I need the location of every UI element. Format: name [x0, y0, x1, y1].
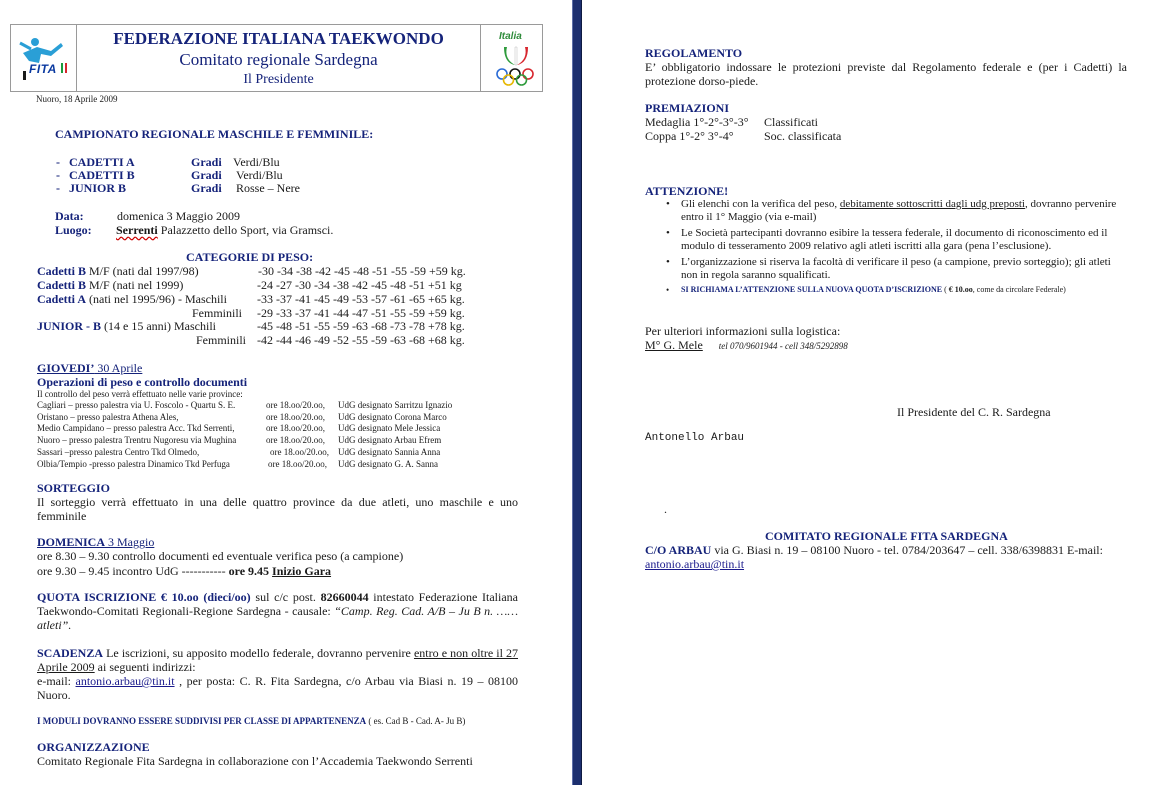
weighing-time: ore 18.oo/20.oo,: [266, 435, 325, 445]
sunday-line-2: [37, 564, 331, 578]
signature-title: Il Presidente del C. R. Sardegna: [897, 405, 1051, 419]
italian-flag-mark: [61, 63, 67, 73]
modules-note: [37, 716, 465, 727]
modules-note-main: I MODULI DOVRANNO ESSERE SUDDIVISI PER CLASSE DI APPARTENENZA: [37, 716, 367, 726]
class-belts: Verdi/Blu: [236, 168, 283, 182]
attention-item: Le Società partecipanti dovranno esibire la tessera federale, il documento di riconoscimento ed il modulo di tesseramento 2009 relativo agli atleti iscritti alla gara (pena l’esclusione).: [681, 227, 1108, 252]
rules-text: E’ obbligatorio indossare le protezioni previste dal Regolamento federale e (per i Cadetti) la protezione dorso-piede.: [645, 60, 1127, 88]
class-item: - JUNIOR B: [56, 181, 127, 195]
weighing-place: Oristano – presso palestra Athena Ales,: [37, 412, 179, 422]
italia-logo-text: Italia: [499, 31, 522, 42]
weight-desc: M/F (nati nel 1999): [86, 278, 184, 292]
place-label: Luogo:: [55, 223, 92, 237]
document-date: Nuoro, 18 Aprile 2009: [36, 94, 118, 104]
footer-address: via G. Biasi n. 19 – 08100 Nuoro - tel. 0784/203647 – cell. 338/6398831 E-mail:: [711, 543, 1103, 557]
deadline-label: SCADENZA: [37, 646, 104, 660]
date-label: Data:: [55, 209, 84, 223]
weight-row: [37, 319, 216, 333]
attention-fee-note-main: SI RICHIAMA L’ATTENZIONE SULLA NUOVA QUOTA D’ISCRIZIONE: [681, 285, 943, 294]
class-name: CADETTI A: [69, 155, 135, 169]
sunday-day: DOMENICA: [37, 535, 105, 549]
italia-olympic-logo: [491, 29, 541, 89]
weight-values: -30 -34 -38 -42 -45 -48 -51 -55 -59 +59 kg.: [258, 264, 466, 278]
awards-right: Soc. classificata: [764, 129, 842, 143]
attention-heading: ATTENZIONE!: [645, 184, 729, 198]
organization-heading: ORGANIZZAZIONE: [37, 740, 150, 754]
draw-heading: SORTEGGIO: [37, 481, 110, 495]
sunday-start-time: ore 9.45: [228, 564, 273, 578]
weighing-heading: Operazioni di peso e controllo documenti: [37, 375, 248, 389]
class-item: - CADETTI A: [56, 155, 135, 169]
awards-left: Medaglia 1°-2°-3°-3°: [645, 115, 749, 129]
president-role: Il Presidente: [243, 72, 314, 87]
thursday-heading: [37, 361, 142, 375]
attention-item: [681, 198, 1127, 224]
weight-values: -33 -37 -41 -45 -49 -53 -57 -61 -65 +65 kg.: [257, 292, 465, 306]
sunday-line-1: ore 8.30 – 9.30 controllo documenti ed eventuale verifica peso (a campione): [37, 549, 404, 563]
weight-row: [37, 264, 199, 278]
modules-note-example: ( es. Cad B - Cad. A- Ju B): [366, 716, 466, 726]
weight-values: -29 -33 -37 -41 -44 -47 -51 -55 -59 +59 kg.: [257, 306, 465, 320]
weighing-time: ore 18.oo/20.oo,: [268, 459, 327, 469]
class-name: CADETTI B: [69, 168, 135, 182]
weight-category: Cadetti B: [37, 278, 86, 292]
weighing-place: Medio Campidano – presso palestra Acc. Tkd Serrenti,: [37, 423, 235, 433]
awards-left: Coppa 1°-2° 3°-4°: [645, 129, 734, 143]
deadline-email-link[interactable]: antonio.arbau@tin.it: [75, 674, 175, 688]
championship-title: CAMPIONATO REGIONALE MASCHILE E FEMMINILE:: [55, 127, 374, 141]
deadline-text: Le iscrizioni, su apposito modello federale, dovranno pervenire: [103, 646, 414, 660]
class-gradi: Gradi: [191, 155, 222, 169]
weight-desc: (nati nel 1995/96) - Maschili: [86, 292, 227, 306]
thursday-date: 30 Aprile: [94, 361, 143, 375]
place-town: Serrenti: [116, 223, 158, 237]
class-item: - CADETTI B: [56, 168, 135, 182]
weighing-place: Sassari –presso palestra Centro Tkd Olmedo,: [37, 447, 200, 457]
organization-text: Comitato Regionale Fita Sardegna in collaborazione con l’Accademia Taekwondo Serrenti: [37, 754, 473, 768]
weighing-time: ore 18.oo/20.oo,: [266, 423, 325, 433]
logistics-text: Per ulteriori informazioni sulla logistica:: [645, 324, 841, 338]
weight-desc: Femminili: [192, 306, 243, 320]
logistics-contact: [645, 338, 848, 353]
letterhead: [10, 24, 543, 92]
bullet-icon: •: [666, 256, 670, 268]
date-value: domenica 3 Maggio 2009: [117, 209, 240, 223]
footer-email-link[interactable]: antonio.arbau@tin.it: [645, 557, 745, 571]
place-value: [116, 223, 333, 237]
weighing-udg: UdG designato G. A. Sanna: [338, 459, 438, 469]
deadline-date: entro e non oltre il 27 Aprile 2009: [37, 646, 519, 674]
weighing-intro: Il controllo del peso verrà effettuato nelle varie province:: [37, 389, 243, 399]
committee-subtitle: Comitato regionale Sardegna: [179, 50, 378, 69]
page-divider: [572, 0, 582, 785]
class-gradi: Gradi: [191, 168, 222, 182]
attention-fee-amount: € 10.oo: [948, 285, 973, 294]
fita-logo-text: FITA: [29, 62, 57, 76]
weight-values: -45 -48 -51 -55 -59 -63 -68 -73 -78 +78 kg.: [257, 319, 465, 333]
attention-fee-note: [681, 285, 1066, 295]
weight-category: JUNIOR - B: [37, 319, 102, 333]
weighing-time: ore 18.oo/20.oo,: [266, 412, 325, 422]
signature-name: Antonello Arbau: [645, 432, 745, 444]
weight-categories-title: CATEGORIE DI PESO:: [186, 250, 314, 264]
logistics-phone: tel 070/9601944 - cell 348/5292898: [718, 341, 848, 351]
fee-text-2: intestato Federazione Italiana Taekwondo-Comitati Regionali-Regione Sardegna - causale:: [37, 590, 518, 618]
attention-item-text: Gli elenchi con la verifica del peso,: [681, 198, 840, 210]
weighing-place: Cagliari – presso palestra via U. Foscolo - Quartu S. E.: [37, 400, 236, 410]
sunday-start-label: Inizio Gara: [272, 564, 332, 578]
deadline-paragraph: [37, 646, 518, 702]
signature-dot: .: [664, 502, 667, 516]
attention-item: L’organizzazione si riserva la facoltà di verificare il peso (a campione, previo sorteggio); gli atleti non in regola saranno squalificati.: [681, 256, 1111, 281]
weight-desc: (14 e 15 anni) Maschili: [101, 319, 216, 333]
footer-address-line: [645, 543, 1103, 557]
attention-item-underlined: debitamente sottoscritti dagli udg preposti: [839, 198, 1025, 210]
draw-text: Il sorteggio verrà effettuato in una delle quattro province da due atleti, uno maschile e uno femminile: [37, 495, 518, 523]
class-belts: Rosse – Nere: [236, 181, 300, 195]
attention-item-text: , dovranno pervenire entro il 1° Maggio (via e-mail): [681, 198, 1117, 223]
bullet-icon: •: [666, 227, 670, 239]
weighing-udg: UdG designato Mele Jessica: [338, 423, 441, 433]
fee-paragraph: [37, 590, 518, 632]
weight-values: -24 -27 -30 -34 -38 -42 -45 -48 -51 +51 kg: [257, 278, 462, 292]
fee-account: 82660044: [320, 590, 369, 604]
rules-heading: REGOLAMENTO: [645, 46, 743, 60]
bullet-icon: •: [666, 285, 670, 295]
class-gradi: Gradi: [191, 181, 222, 195]
federation-title: FEDERAZIONE ITALIANA TAEKWONDO: [113, 29, 444, 48]
place-details: Palazzetto dello Sport, via Gramsci.: [157, 223, 334, 237]
weight-values: -42 -44 -46 -49 -52 -55 -59 -63 -68 +68 kg.: [257, 333, 465, 347]
weighing-time: ore 18.oo/20.oo,: [270, 447, 329, 457]
sunday-heading: [37, 535, 154, 549]
awards-right: Classificati: [764, 115, 818, 129]
weighing-udg: UdG designato Corona Marco: [338, 412, 447, 422]
awards-heading: PREMIAZIONI: [645, 101, 730, 115]
weight-category: Cadetti B: [37, 264, 86, 278]
weighing-udg: UdG designato Arbau Efrem: [338, 435, 442, 445]
weighing-place: Olbia/Tempio -presso palestra Dinamico Tkd Perfuga: [37, 459, 230, 469]
fee-label: QUOTA ISCRIZIONE € 10.oo (dieci/oo): [37, 590, 251, 604]
sunday-date: 3 Maggio: [105, 535, 155, 549]
weighing-udg: UdG designato Sarritzu Ignazio: [338, 400, 453, 410]
logistics-contact-name: M° G. Mele: [645, 338, 703, 352]
weight-desc: Femminili: [196, 333, 247, 347]
sunday-udg-meeting: ore 9.30 – 9.45 incontro UdG -----------: [37, 564, 229, 578]
footer-heading: COMITATO REGIONALE FITA SARDEGNA: [765, 529, 1008, 543]
weighing-udg: UdG designato Sannia Anna: [338, 447, 441, 457]
deadline-text-2: ai seguenti indirizzi:: [94, 660, 196, 674]
deadline-post-address: , per posta: C. R. Fita Sardegna, c/o Arbau via Biasi n. 19 – 08100 Nuoro.: [37, 674, 519, 702]
class-name: JUNIOR B: [69, 181, 127, 195]
weight-category: Cadetti A: [37, 292, 86, 306]
class-belts: Verdi/Blu: [233, 155, 280, 169]
attention-fee-note-text: , come da circolare Federale): [972, 285, 1066, 294]
fee-text: sul c/c post.: [250, 590, 321, 604]
footer-co: C/O ARBAU: [645, 543, 712, 557]
deadline-email-label: e-mail:: [37, 674, 76, 688]
weight-row: [37, 278, 183, 292]
attention-fee-note-text: (: [942, 285, 949, 294]
weight-desc: M/F (nati dal 1997/98): [86, 264, 199, 278]
weight-row: [37, 292, 227, 306]
bullet-icon: •: [666, 198, 670, 210]
fita-logo: [17, 35, 71, 83]
weighing-time: ore 18.oo/20.oo,: [266, 400, 325, 410]
thursday-day: GIOVEDI’: [37, 361, 95, 375]
weighing-place: Nuoro – presso palestra Trentru Nugoresu via Mughina: [37, 435, 237, 445]
fee-causale: “Camp. Reg. Cad. A/B – Ju B n. …… atleti”.: [37, 604, 518, 632]
